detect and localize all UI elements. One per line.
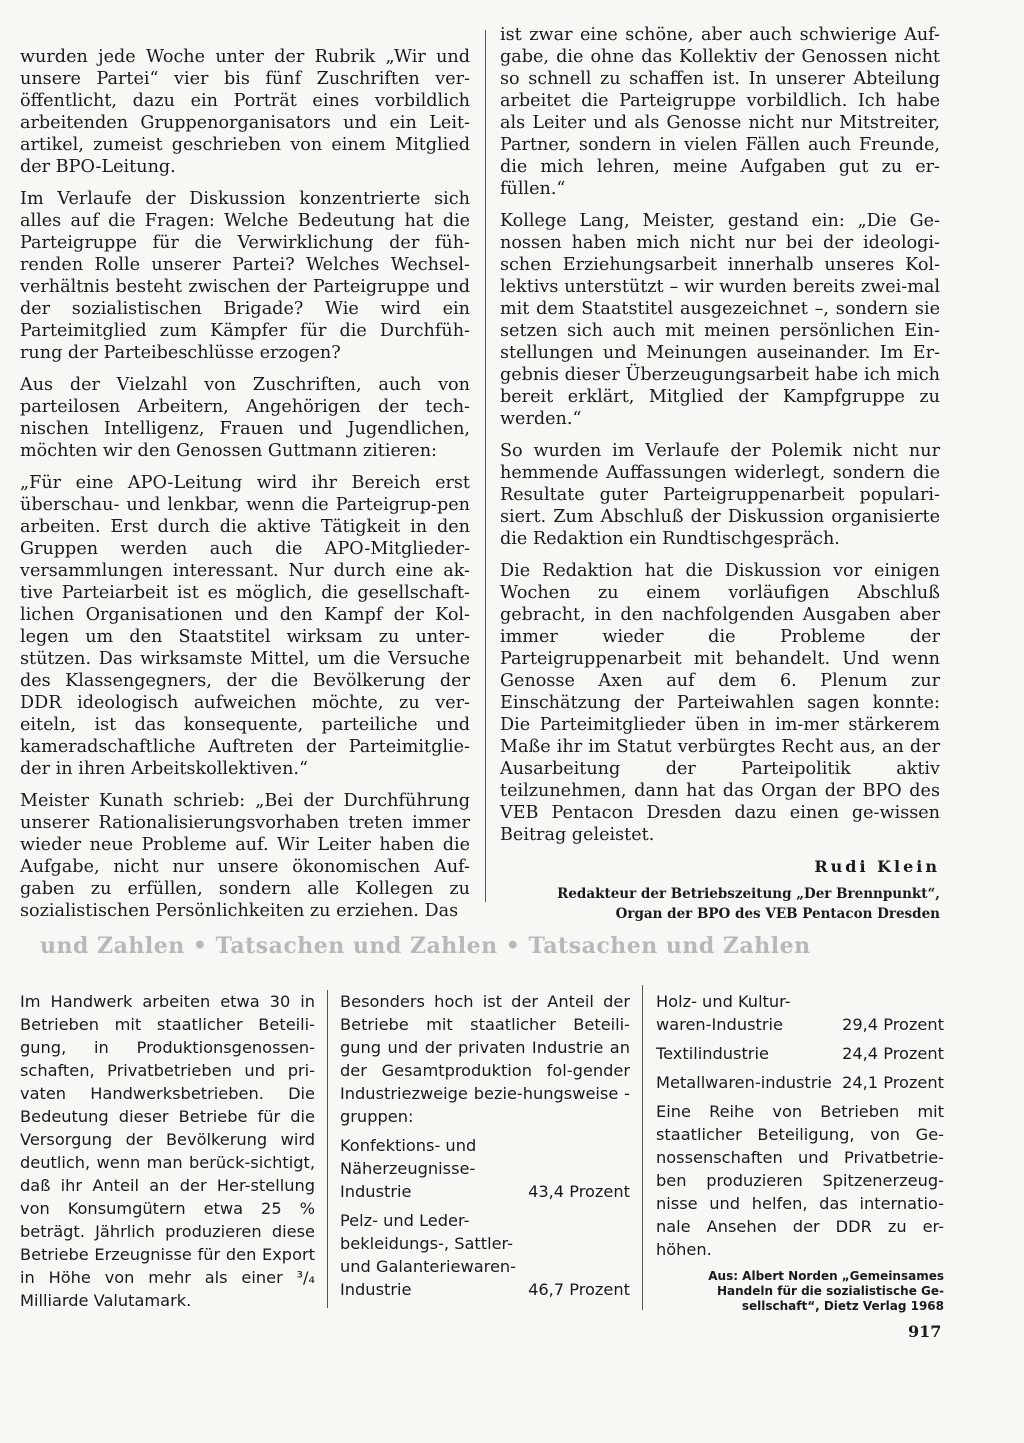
industry-name: Holz- und Kultur-waren-Industrie	[656, 992, 791, 1034]
facts-left-column	[20, 990, 315, 1312]
upper-left-column	[20, 46, 470, 932]
facts-intro: Besonders hoch ist der Anteil der Betriebe mit staatlicher Beteili-gung und der privaten Industrie an der Gesamtproduktion fol-gender Industriezweige bezie-hungsweise -gruppen:	[340, 992, 630, 1126]
table-row	[340, 1134, 630, 1209]
section-banner: und Zahlen • Tatsachen und Zahlen • Tatsachen und Zahlen	[40, 933, 811, 959]
table-row	[656, 1042, 944, 1071]
column-divider	[642, 985, 643, 1310]
industry-share: 24,1 Prozent	[842, 1073, 944, 1092]
facts-text: Im Handwerk arbeiten etwa 30 in Betrieben mit staatlicher Beteili-gung, in Produktionsgenossen-schaften, Privatbetrieben und pri-vaten Handwerksbetrieben. Die Bedeutung dieser Betriebe für die Versorgung der Bevölkerung wird deutlich, wenn man berück-sichtigt, daß ihr Anteil an der Her-stellung von Konsumgütern etwa 25 % beträgt. Jährlich produzieren diese Betriebe Erzeugnisse für den Export in Höhe von mehr als einer ³/₄ Milliarde Valutamark.	[20, 992, 315, 1310]
table-row	[340, 1209, 630, 1307]
column-divider	[485, 30, 486, 902]
source-citation: Aus: Albert Norden „Gemeinsames Handeln für die sozialistische Ge-sellschaft“, Dietz Verlag 1968	[708, 1269, 944, 1313]
table-row	[656, 990, 944, 1042]
facts-middle-column	[340, 990, 630, 1307]
paragraph: ist zwar eine schöne, aber auch schwierige Auf-gabe, die ohne das Kollektiv der Genossen nicht so schnell zu schaffen ist. In unserer Abteilung arbeitet die Parteigruppe vorbildlich. Ich habe als Leiter und als Genosse nicht nur Mitstreiter, Partner, sondern in vielen Fällen auch Freunde, die mich lehren, meine Aufgaben gut zu er-füllen.“	[500, 25, 940, 199]
quote-paragraph: „Für eine APO-Leitung wird ihr Bereich erst überschau- und lenkbar, wenn die Parteigrup-pen arbeiten. Erst durch die aktive Tätigkeit in den Gruppen werden auch die APO-Mitglieder-versammlungen interessant. Nur durch eine ak-tive Parteiarbeit ist es möglich, die gesellschaft-lichen Organisationen und den Kampf der Kol-legen um den Staatstitel wirksam zu unter-stützen. Das wirksamste Mittel, um die Versuche des Klassengegners, der die Bevölkerung der DDR ideologisch aufweichen möchte, zu ver-eiteln, ist das konsequente, parteiliche und kameradschaftliche Auftreten der Parteimitglie-der in ihren Arbeitskollektiven.“	[20, 473, 470, 779]
author-role-line: Redakteur der Betriebszeitung „Der Brennpunkt“,	[557, 886, 940, 902]
author-role	[500, 884, 940, 924]
paragraph: Meister Kunath schrieb: „Bei der Durchführung unserer Rationalisierungsvorhaben treten immer wieder neue Probleme auf. Wir Leiter haben die Aufgabe, nicht nur unsere ökonomischen Auf-gaben zu erfüllen, sondern alle Kollegen zu sozialistischen Persönlichkeiten zu erziehen. Das	[20, 791, 470, 921]
paragraph: Kollege Lang, Meister, gestand ein: „Die Ge-nossen haben mich nicht nur bei der ideologi-schen Erziehungsarbeit innerhalb unseres Kol-lektivs unterstützt – wir wurden bereits zwei-mal mit dem Staatstitel ausgezeichnet –, sondern sie setzen sich auch mit meinen persönlichen Ein-stellungen und Meinungen auseinander. Im Er-gebnis dieser Überzeugungsarbeit habe ich mich bereit erklärt, Mitglied der Kampfgruppe zu werden.“	[500, 211, 940, 429]
industry-share: 46,7 Prozent	[528, 1280, 630, 1299]
paragraph: So wurden im Verlaufe der Polemik nicht nur hemmende Auffassungen widerlegt, sondern die Resultate guter Parteigruppenarbeit populari-siert. Zum Abschluß der Diskussion organisierte die Redaktion ein Rundtischgespräch.	[500, 441, 940, 549]
industry-share: 43,4 Prozent	[528, 1182, 630, 1201]
facts-right-column	[656, 990, 944, 1314]
industry-name: Pelz- und Leder-bekleidungs-, Sattler- und Galanteriewaren-Industrie	[340, 1211, 517, 1299]
paragraph: wurden jede Woche unter der Rubrik „Wir und unsere Partei“ vier bis fünf Zuschriften ver-öffentlicht, dazu ein Porträt eines vorbildlich arbeitenden Gruppenorganisators und ein Leit-artikel, zumeist geschrieben von einem Mitglied der BPO-Leitung.	[20, 47, 470, 177]
industry-share: 29,4 Prozent	[842, 1015, 944, 1034]
paragraph: Aus der Vielzahl von Zuschriften, auch von parteilosen Arbeitern, Angehörigen der tech-nischen Intelligenz, Frauen und Jugendlichen, möchten wir den Genossen Guttmann zitieren:	[20, 375, 470, 461]
paragraph: Im Verlaufe der Diskussion konzentrierte sich alles auf die Fragen: Welche Bedeutung hat die Parteigruppe für die Verwirklichung der füh-renden Rolle unserer Partei? Welches Wechsel-verhältnis besteht zwischen der Parteigruppe und der sozialistischen Brigade? Wie wird ein Parteimitglied zum Kämpfer für die Durchfüh-rung der Parteibeschlüsse erzogen?	[20, 189, 470, 363]
author-name: Rudi Klein	[814, 857, 940, 876]
upper-right-column	[500, 24, 940, 924]
facts-text: Eine Reihe von Betrieben mit staatlicher Beteiligung, von Ge-nossenschaften und Privatbetrie-ben produzieren Spitzenerzeug-nisse und helfen, das internatio-nale Ansehen der DDR zu er-höhen.	[656, 1102, 944, 1259]
paragraph: Die Redaktion hat die Diskussion vor einigen Wochen zu einem vorläufigen Abschluß gebracht, in den nachfolgenden Ausgaben aber immer wieder die Probleme der Parteigruppenarbeit mit behandelt. Und wenn Genosse Axen auf dem 6. Plenum zur Einschätzung der Parteiwahlen sagen konnte: Die Parteimitglieder üben in im-mer stärkerem Maße ihr im Statut verbürgtes Recht aus, an der Ausarbeitung der Parteipolitik aktiv teilzunehmen, dann hat das Organ der BPO des VEB Pentacon Dresden dazu einen ge-wissen Beitrag geleistet.	[500, 561, 940, 845]
industry-table	[340, 1134, 630, 1307]
industry-name: Metallwaren-industrie	[656, 1073, 832, 1092]
industry-name: Textilindustrie	[656, 1044, 769, 1063]
industry-share: 24,4 Prozent	[842, 1044, 944, 1063]
author-role-line: Organ der BPO des VEB Pentacon Dresden	[615, 906, 940, 922]
page-number: 917	[908, 1322, 942, 1341]
industry-name: Konfektions- und Näherzeugnisse-Industrie	[340, 1136, 477, 1201]
industry-table	[656, 990, 944, 1100]
column-divider	[327, 990, 328, 1308]
table-row	[656, 1071, 944, 1100]
